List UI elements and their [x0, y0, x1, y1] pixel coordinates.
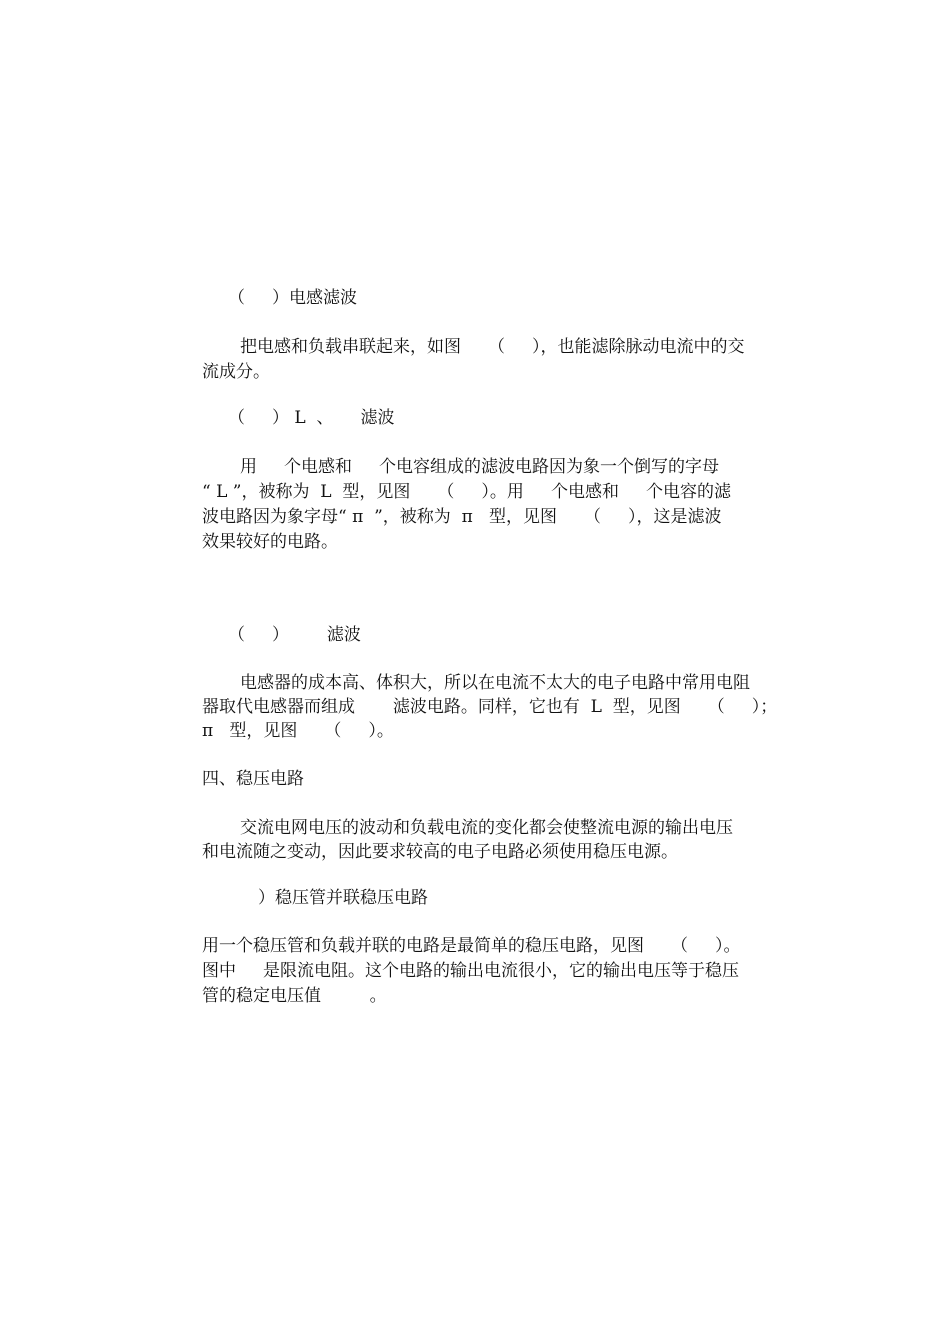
section-heading-rc-filter: （ ） 滤波 [228, 625, 361, 645]
paragraph-line: “ L ”，被称为 L 型，见图 （ ）。用 个电感和 个电容的滤 [202, 482, 731, 502]
section-heading-inductor-filter: （ ）电感滤波 [228, 288, 358, 308]
paragraph-line: 用一个稳压管和负载并联的电路是最简单的稳压电路，见图 （ ）。 [202, 936, 741, 956]
paragraph-line: 波电路因为象字母“ π ”，被称为 π 型，见图 （ ），这是滤波 [202, 507, 722, 527]
paragraph-line: 管的稳定电压值 。 [202, 986, 387, 1006]
paragraph-line: 器取代电感器而组成 滤波电路。同样，它也有 L 型，见图 （ ）； [202, 697, 778, 717]
paragraph-line: 交流电网电压的波动和负载电流的变化都会使整流电源的输出电压 [240, 818, 733, 838]
paragraph-line: 和电流随之变动，因此要求较高的电子电路必须使用稳压电源。 [202, 842, 678, 862]
paragraph-line: 电感器的成本高、体积大，所以在电流不太大的电子电路中常用电阻 [240, 673, 750, 693]
paragraph-line: 用 个电感和 个电容组成的滤波电路因为象一个倒写的字母 [240, 457, 720, 477]
section-heading-lc-filter: （ ） L 、 滤波 [228, 408, 395, 428]
paragraph-line: 流成分。 [202, 362, 270, 382]
paragraph-line: 效果较好的电路。 [202, 532, 338, 552]
paragraph-line: π 型，见图 （ ）。 [202, 721, 394, 741]
paragraph-line: 把电感和负载串联起来，如图 （ ），也能滤除脉动电流中的交 [240, 337, 745, 357]
paragraph-line: 图中 是限流电阻。这个电路的输出电流很小，它的输出电压等于稳压 [202, 961, 740, 981]
section-heading-zener-regulator: ）稳压管并联稳压电路 [258, 888, 428, 908]
section-heading-regulator: 四、稳压电路 [202, 769, 304, 789]
